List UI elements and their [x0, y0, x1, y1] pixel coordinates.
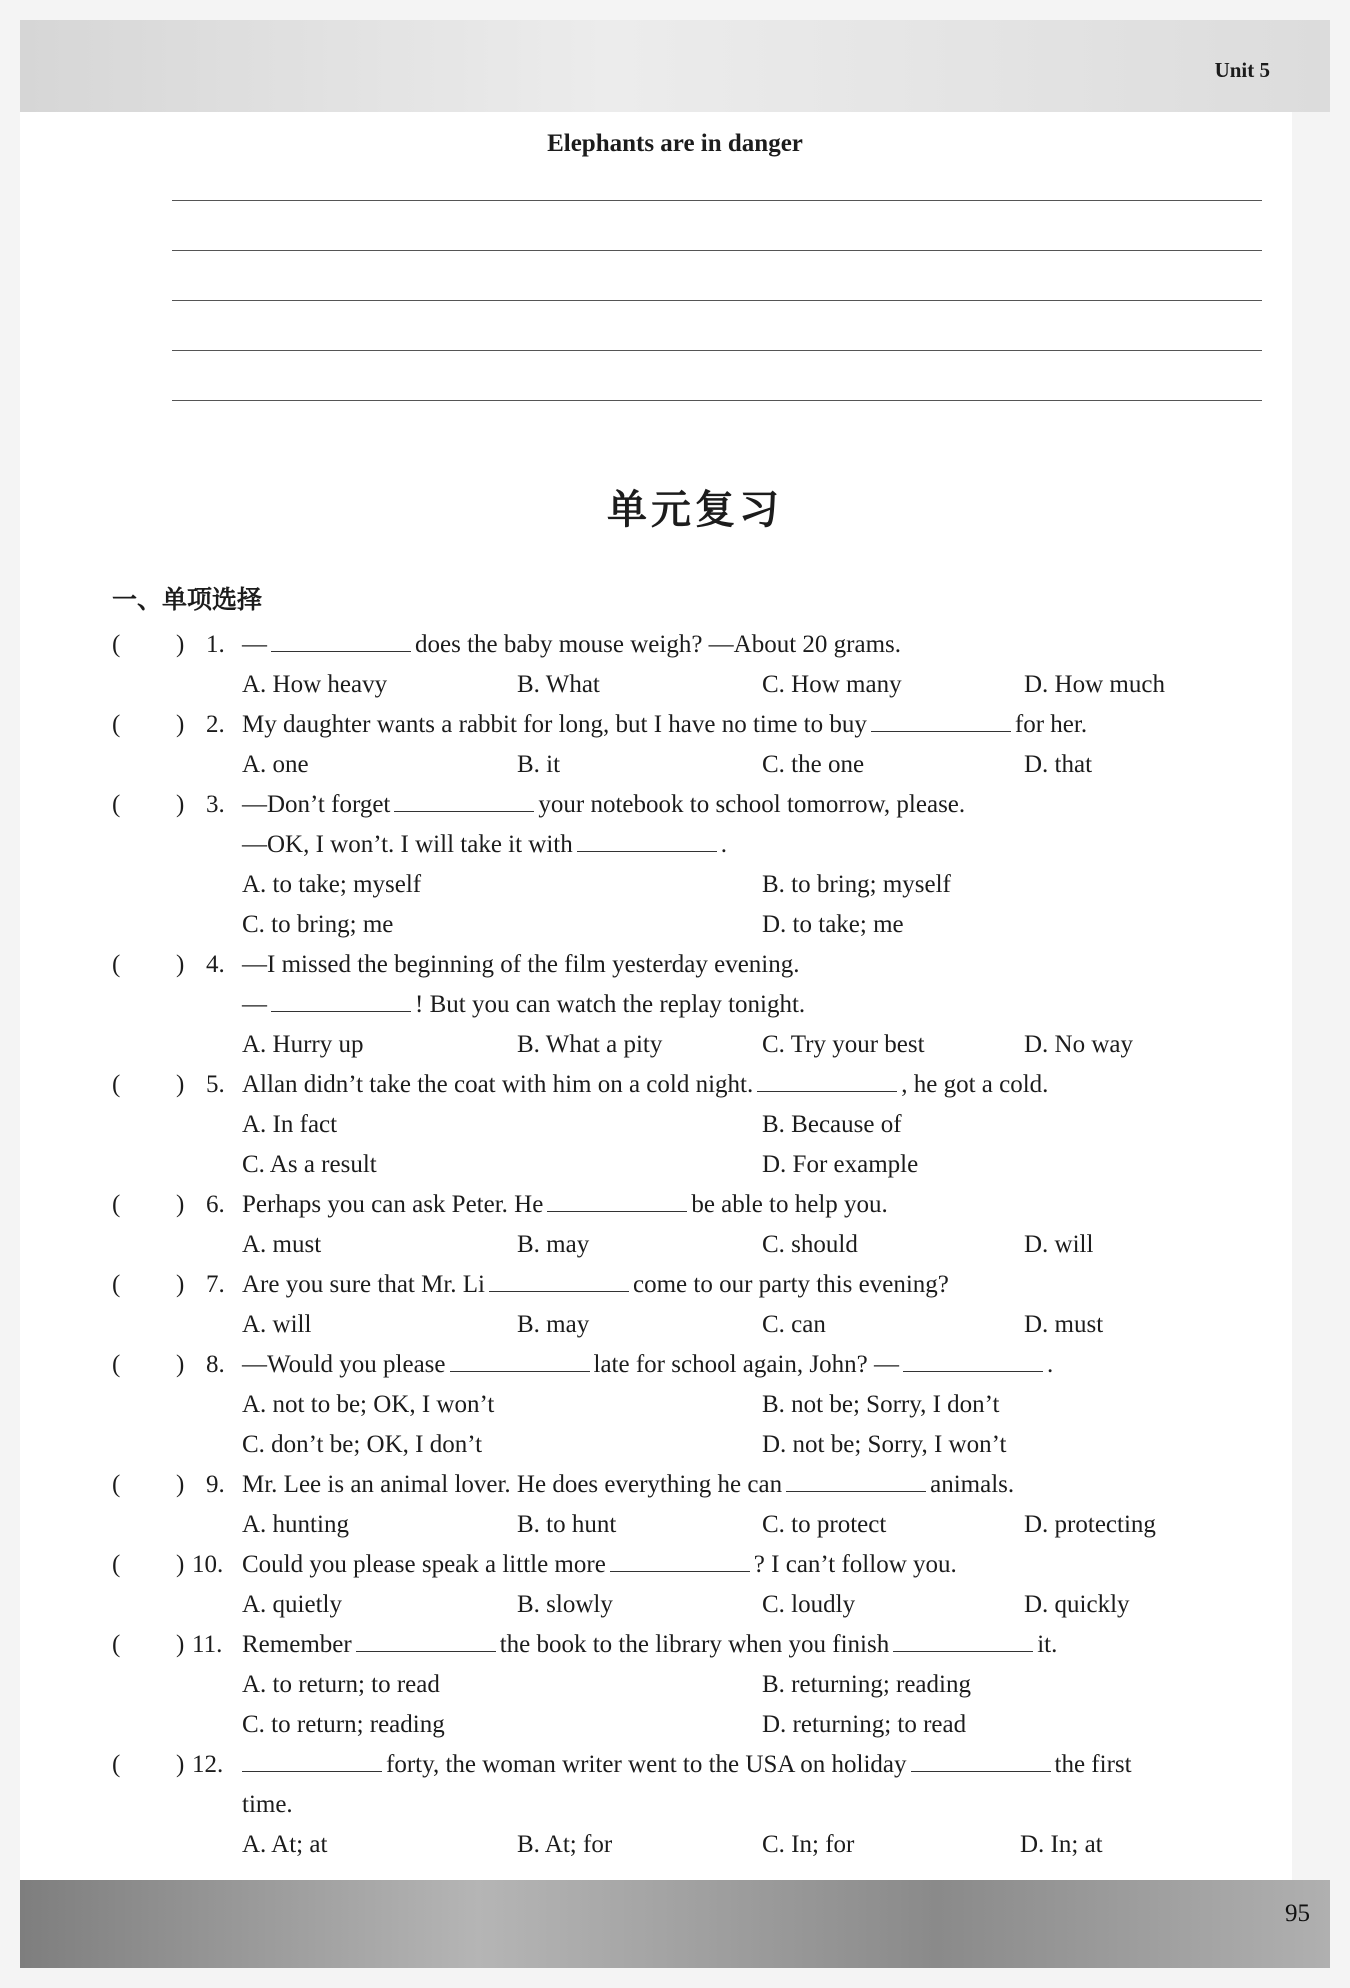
option-b[interactable]: B. What: [517, 671, 600, 698]
answer-blank[interactable]: [786, 1465, 926, 1492]
question-7: [0, 1265, 1350, 1305]
option-d[interactable]: D. No way: [1024, 1031, 1134, 1058]
writing-line[interactable]: [172, 300, 1262, 301]
answer-paren-close[interactable]: ): [176, 1751, 185, 1778]
question-text: Allan didn’t take the coat with him on a cold night. , he got a cold.: [242, 1065, 1048, 1105]
option-d[interactable]: D. protecting: [1024, 1511, 1156, 1538]
option-a[interactable]: A. not to be; OK, I won’t: [242, 1391, 495, 1418]
option-d[interactable]: D. How much: [1024, 671, 1165, 698]
options-row: [0, 1425, 1350, 1465]
options-row: [0, 865, 1350, 905]
answer-paren-close[interactable]: ): [176, 631, 185, 658]
top-scan-band: [20, 20, 1330, 112]
options-row: [0, 745, 1350, 785]
answer-paren-open: (: [112, 1271, 121, 1298]
option-c[interactable]: C. should: [762, 1231, 858, 1258]
option-d[interactable]: D. For example: [762, 1151, 919, 1178]
options-row: [0, 1385, 1350, 1425]
question-text: Could you please speak a little more ? I can’t follow you.: [242, 1545, 957, 1585]
answer-paren-close[interactable]: ): [176, 1471, 185, 1498]
answer-blank[interactable]: [271, 985, 411, 1012]
question-8: [0, 1345, 1350, 1385]
option-d[interactable]: D. that: [1024, 751, 1093, 778]
question-number: 11.: [192, 1631, 223, 1658]
option-c[interactable]: C. to protect: [762, 1511, 887, 1538]
answer-paren-close[interactable]: ): [176, 1351, 185, 1378]
question-text: —I missed the beginning of the film yesterday evening.: [242, 951, 800, 978]
question-number: 1.: [206, 631, 225, 658]
option-c[interactable]: C. Try your best: [762, 1031, 925, 1058]
answer-paren-close[interactable]: ): [176, 711, 185, 738]
answer-paren-open: (: [112, 1551, 121, 1578]
question-text: — does the baby mouse weigh? —About 20 grams.: [242, 625, 901, 665]
question-number: 2.: [206, 711, 225, 738]
answer-blank[interactable]: [757, 1065, 897, 1092]
option-a[interactable]: A. In fact: [242, 1111, 338, 1138]
option-a[interactable]: A. At; at: [242, 1831, 328, 1858]
options-row: [0, 1705, 1350, 1745]
option-a[interactable]: A. hunting: [242, 1511, 349, 1538]
answer-paren-open: (: [112, 1351, 121, 1378]
option-b[interactable]: B. slowly: [517, 1591, 613, 1618]
option-a[interactable]: A. quietly: [242, 1591, 342, 1618]
option-d[interactable]: D. returning; to read: [762, 1711, 967, 1738]
question-number: 5.: [206, 1071, 225, 1098]
question-text: Are you sure that Mr. Li come to our party this evening?: [242, 1265, 949, 1305]
option-b[interactable]: B. may: [517, 1231, 590, 1258]
answer-paren-open: (: [112, 1471, 121, 1498]
writing-line[interactable]: [172, 200, 1262, 201]
writing-line[interactable]: [172, 400, 1262, 401]
options-row: [0, 1145, 1350, 1185]
section-title: 单元复习: [607, 487, 783, 533]
answer-blank[interactable]: [489, 1265, 629, 1292]
question-10: [0, 1545, 1350, 1585]
option-a[interactable]: A. to return; to read: [242, 1671, 440, 1698]
option-c[interactable]: C. the one: [762, 751, 865, 778]
option-d[interactable]: D. will: [1024, 1231, 1094, 1258]
answer-blank[interactable]: [610, 1545, 750, 1572]
writing-line[interactable]: [172, 350, 1262, 351]
question-number: 9.: [206, 1471, 225, 1498]
option-a[interactable]: A. to take; myself: [242, 871, 422, 898]
option-a[interactable]: A. must: [242, 1231, 322, 1258]
option-b[interactable]: B. to hunt: [517, 1511, 617, 1538]
question-3-line-2: [0, 825, 1350, 865]
writing-line[interactable]: [172, 250, 1262, 251]
option-a[interactable]: A. How heavy: [242, 671, 388, 698]
answer-paren-close[interactable]: ): [176, 951, 185, 978]
answer-blank[interactable]: [242, 1745, 382, 1772]
part-heading: 一、单项选择: [112, 585, 263, 614]
answer-paren-open: (: [112, 631, 121, 658]
page-number: 95: [1285, 1900, 1310, 1927]
option-b[interactable]: B. At; for: [517, 1831, 613, 1858]
option-a[interactable]: A. will: [242, 1311, 312, 1338]
answer-paren-open: (: [112, 1071, 121, 1098]
question-number: 8.: [206, 1351, 225, 1378]
answer-paren-open: (: [112, 1751, 121, 1778]
question-4-line-2: [0, 985, 1350, 1025]
question-number: 6.: [206, 1191, 225, 1218]
question-text: —Would you please late for school again, John? — .: [242, 1345, 1053, 1385]
answer-blank[interactable]: [893, 1625, 1033, 1652]
option-c[interactable]: C. don’t be; OK, I don’t: [242, 1431, 483, 1458]
option-c[interactable]: C. How many: [762, 671, 902, 698]
answer-blank[interactable]: [871, 705, 1011, 732]
question-number: 4.: [206, 951, 225, 978]
option-b[interactable]: B. What a pity: [517, 1031, 663, 1058]
option-d[interactable]: D. quickly: [1024, 1591, 1130, 1618]
question-3: [0, 785, 1350, 825]
option-b[interactable]: B. it: [517, 751, 561, 778]
question-9: [0, 1465, 1350, 1505]
options-row: [0, 905, 1350, 945]
question-text: forty, the woman writer went to the USA on holiday the first: [242, 1745, 1132, 1785]
option-c[interactable]: C. As a result: [242, 1151, 377, 1178]
answer-blank[interactable]: [903, 1345, 1043, 1372]
question-12: [0, 1745, 1350, 1785]
question-11: [0, 1625, 1350, 1665]
options-row: [0, 1665, 1350, 1705]
answer-blank[interactable]: [911, 1745, 1051, 1772]
question-text: Perhaps you can ask Peter. He be able to help you.: [242, 1185, 888, 1225]
answer-paren-close[interactable]: ): [176, 1551, 185, 1578]
options-row: [0, 1225, 1350, 1265]
answer-blank[interactable]: [356, 1625, 496, 1652]
question-text: — ! But you can watch the replay tonight.: [242, 985, 805, 1025]
option-c[interactable]: C. In; for: [762, 1831, 855, 1858]
answer-paren-close[interactable]: ): [176, 1271, 185, 1298]
options-row: [0, 665, 1350, 705]
question-4: [0, 945, 1350, 985]
option-b[interactable]: B. may: [517, 1311, 590, 1338]
options-row: [0, 1505, 1350, 1545]
option-c[interactable]: C. can: [762, 1311, 826, 1338]
option-d[interactable]: D. In; at: [1020, 1831, 1103, 1858]
question-text: Mr. Lee is an animal lover. He does everything he can animals.: [242, 1465, 1014, 1505]
question-6: [0, 1185, 1350, 1225]
answer-paren-open: (: [112, 791, 121, 818]
question-number: 3.: [206, 791, 225, 818]
answer-paren-close[interactable]: ): [176, 791, 185, 818]
answer-blank[interactable]: [450, 1345, 590, 1372]
composition-title: Elephants are in danger: [547, 130, 803, 157]
option-c[interactable]: C. to return; reading: [242, 1711, 445, 1738]
option-d[interactable]: D. to take; me: [762, 911, 904, 938]
bottom-scan-band: [20, 1880, 1330, 1968]
option-c[interactable]: C. to bring; me: [242, 911, 394, 938]
question-text: time.: [242, 1791, 293, 1818]
answer-paren-open: (: [112, 951, 121, 978]
option-b[interactable]: B. to bring; myself: [762, 871, 951, 898]
answer-blank[interactable]: [271, 625, 411, 652]
question-text: My daughter wants a rabbit for long, but I have no time to buy for her.: [242, 705, 1087, 745]
options-row: [0, 1305, 1350, 1345]
option-c[interactable]: C. loudly: [762, 1591, 856, 1618]
answer-blank[interactable]: [547, 1185, 687, 1212]
question-12-line-2: [0, 1785, 1350, 1825]
question-number: 7.: [206, 1271, 225, 1298]
answer-paren-close[interactable]: ): [176, 1191, 185, 1218]
question-number: 10.: [192, 1551, 224, 1578]
answer-paren-close[interactable]: ): [176, 1071, 185, 1098]
answer-paren-open: (: [112, 1631, 121, 1658]
answer-paren-open: (: [112, 711, 121, 738]
option-a[interactable]: A. one: [242, 751, 309, 778]
question-text: —OK, I won’t. I will take it with .: [242, 825, 727, 865]
options-row: [0, 1025, 1350, 1065]
question-1: [0, 625, 1350, 665]
options-row: [0, 1105, 1350, 1145]
unit-label: Unit 5: [1214, 58, 1270, 82]
option-d[interactable]: D. not be; Sorry, I won’t: [762, 1431, 1007, 1458]
option-b[interactable]: B. Because of: [762, 1111, 902, 1138]
answer-paren-close[interactable]: ): [176, 1631, 185, 1658]
option-b[interactable]: B. not be; Sorry, I don’t: [762, 1391, 1000, 1418]
option-d[interactable]: D. must: [1024, 1311, 1104, 1338]
answer-blank[interactable]: [577, 825, 717, 852]
option-b[interactable]: B. returning; reading: [762, 1671, 971, 1698]
options-row: [0, 1585, 1350, 1625]
option-a[interactable]: A. Hurry up: [242, 1031, 364, 1058]
answer-blank[interactable]: [394, 785, 534, 812]
question-number: 12.: [192, 1751, 224, 1778]
question-text: —Don’t forget your notebook to school tomorrow, please.: [242, 785, 965, 825]
question-2: [0, 705, 1350, 745]
options-row: [0, 1825, 1350, 1865]
question-text: Remember the book to the library when you finish it.: [242, 1625, 1057, 1665]
question-5: [0, 1065, 1350, 1105]
answer-paren-open: (: [112, 1191, 121, 1218]
